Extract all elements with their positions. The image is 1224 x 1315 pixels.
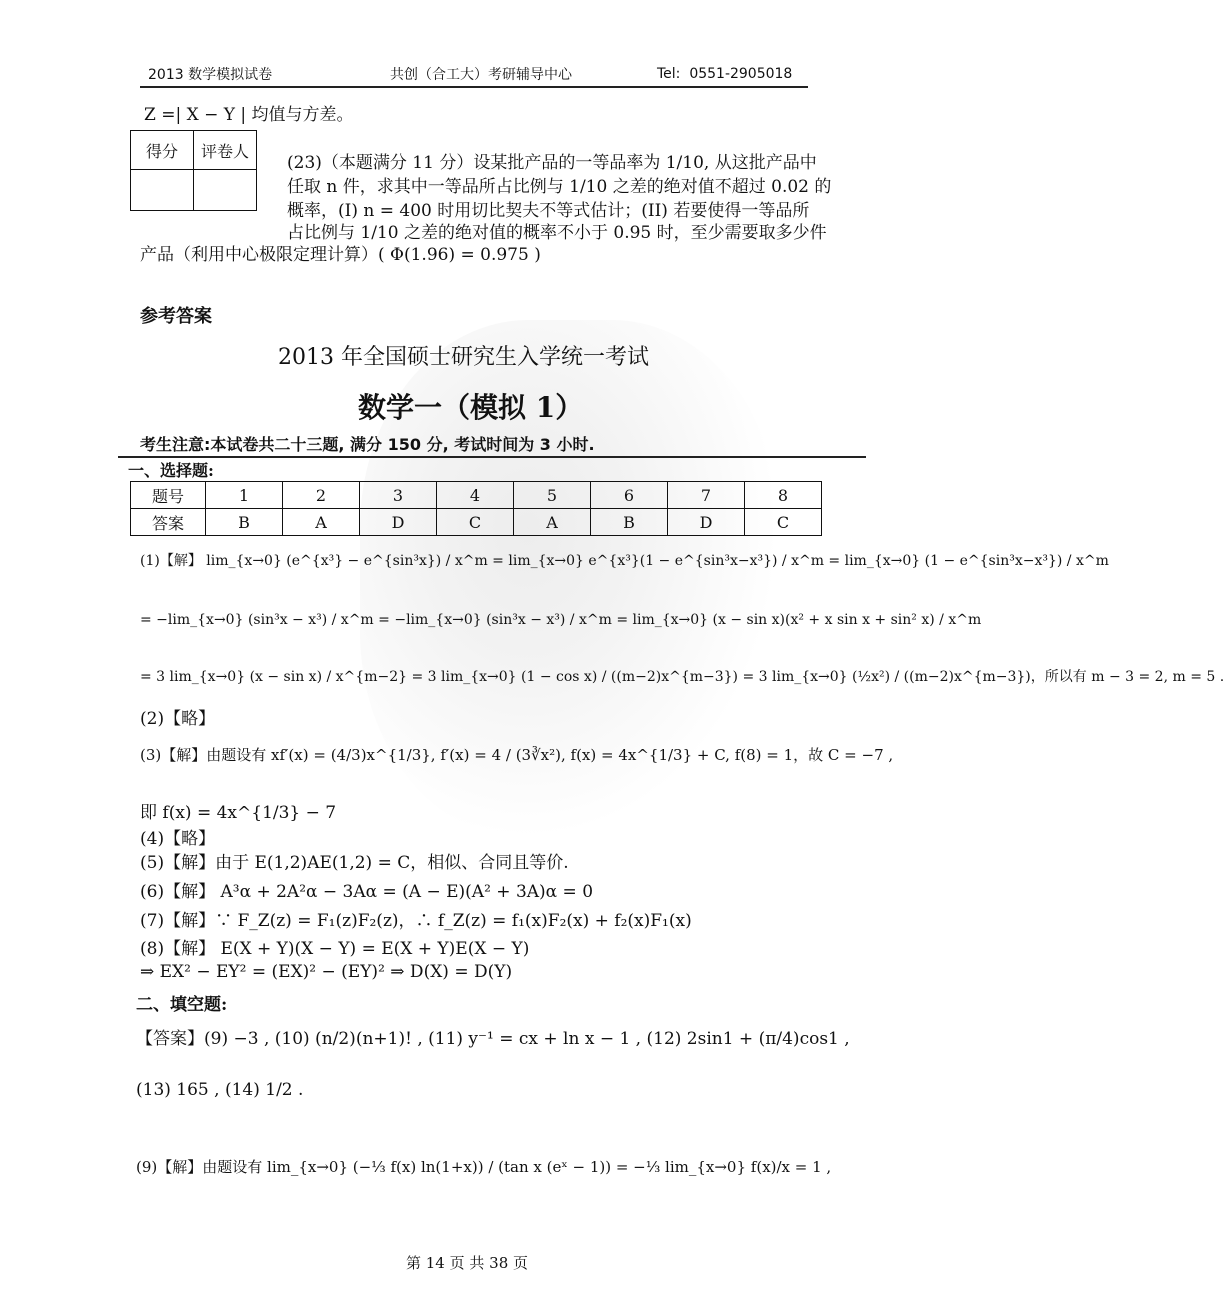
q-answer: D	[360, 509, 437, 536]
answer-table-row-answers	[131, 509, 822, 536]
q-answer: A	[514, 509, 591, 536]
top-line: Z =| X − Y | 均值与方差。	[144, 105, 354, 125]
solution-3-result: 即 f(x) = 4x^{1/3} − 7	[140, 803, 337, 823]
answer-table-row-numbers	[131, 482, 822, 509]
notice-rule	[118, 456, 866, 458]
q-answer: A	[283, 509, 360, 536]
section-fill: 二、填空题:	[136, 995, 228, 1015]
grader-cell	[194, 170, 257, 211]
solution-1-line-1: (1)【解】 lim_{x→0} (e^{x³} − e^{sin³x}) / x^m = lim_{x→0} e^{x³}(1 − e^{sin³x−x³}) / x^m = lim_{x→0} (1 − e^{sin³x−x³}) / x^m	[140, 553, 1109, 569]
exam-title: 2013 年全国硕士研究生入学统一考试	[278, 345, 649, 370]
solution-4: (4)【略】	[140, 829, 216, 849]
score-cell	[131, 170, 194, 211]
section-choice: 一、选择题:	[128, 461, 214, 480]
row-label-answer: 答案	[131, 509, 206, 536]
solution-9: (9)【解】由题设有 lim_{x→0} (−⅓ f(x) ln(1+x)) / (tan x (eˣ − 1)) = −⅓ lim_{x→0} f(x)/x = 1 ,	[136, 1158, 832, 1176]
q-answer: D	[668, 509, 745, 536]
solution-2: (2)【略】	[140, 709, 216, 729]
score-table	[130, 130, 257, 211]
q-number: 1	[206, 482, 283, 509]
q-number: 6	[591, 482, 668, 509]
header-rule	[140, 86, 808, 88]
q23-line-2: 任取 n 件，求其中一等品所占比例与 1/10 之差的绝对值不超过 0.02 的	[287, 177, 832, 197]
ref-answer-heading: 参考答案	[140, 306, 212, 327]
q23-line-3: 概率，(I) n = 400 时用切比契夫不等式估计；(II) 若要使得一等品所	[287, 201, 810, 221]
q-number: 5	[514, 482, 591, 509]
header-left: 2013 数学模拟试卷	[148, 67, 273, 83]
solution-5: (5)【解】由于 E(1,2)AE(1,2) = C，相似、合同且等价.	[140, 853, 569, 873]
grader-label: 评卷人	[194, 131, 257, 170]
row-label-number: 题号	[131, 482, 206, 509]
q-answer: B	[591, 509, 668, 536]
solution-7: (7)【解】∵ F_Z(z) = F₁(z)F₂(z)，∴ f_Z(z) = f₁(x)F₂(x) + f₂(x)F₁(x)	[140, 911, 692, 931]
solution-8-result: ⇒ EX² − EY² = (EX)² − (EY)² ⇒ D(X) = D(Y)	[140, 962, 513, 982]
solution-6: (6)【解】 A³α + 2A²α − 3Aα = (A − E)(A² + 3A)α = 0	[140, 882, 594, 902]
q23-line-4: 占比例与 1/10 之差的绝对值的概率不小于 0.95 时，至少需要取多少件	[287, 223, 827, 243]
q-answer: C	[745, 509, 822, 536]
solution-3: (3)【解】由题设有 xf′(x) = (4/3)x^{1/3}, f′(x) = 4 / (3∛x²), f(x) = 4x^{1/3} + C, f(8) = 1，故 C = −7 ,	[140, 746, 894, 764]
q-answer: B	[206, 509, 283, 536]
solution-1-line-3: = 3 lim_{x→0} (x − sin x) / x^{m−2} = 3 lim_{x→0} (1 − cos x) / ((m−2)x^{m−3}) = 3 lim_{x→0} (½x²) / ((m−2)x^{m−3})，所以有 m − 3 = 2, m = 5 .	[140, 669, 1224, 685]
q-number: 2	[283, 482, 360, 509]
page-footer: 第 14 页 共 38 页	[406, 1254, 529, 1272]
exam-notice: 考生注意:本试卷共二十三题, 满分 150 分, 考试时间为 3 小时.	[140, 435, 595, 454]
answer-table	[130, 481, 822, 536]
fill-answers-line-2: (13) 165 , (14) 1/2 .	[136, 1080, 304, 1100]
q23-line-5: 产品（利用中心极限定理计算）( Φ(1.96) = 0.975 )	[140, 245, 541, 265]
fill-answers-line-1: 【答案】(9) −3 , (10) (n/2)(n+1)! , (11) y⁻¹ = cx + ln x − 1 , (12) 2sin1 + (π/4)cos1 ,	[136, 1029, 850, 1049]
solution-1-line-2: = −lim_{x→0} (sin³x − x³) / x^m = −lim_{x→0} (sin³x − x³) / x^m = lim_{x→0} (x − sin x)(x² + x sin x + sin² x) / x^m	[140, 612, 982, 628]
exam-subtitle: 数学一（模拟 1）	[358, 391, 584, 424]
q-number: 4	[437, 482, 514, 509]
header-center: 共创（合工大）考研辅导中心	[390, 67, 572, 83]
header-phone: Tel: 0551-2905018	[657, 66, 793, 82]
q23-line-1: (23)（本题满分 11 分）设某批产品的一等品率为 1/10, 从这批产品中	[287, 153, 817, 173]
q-number: 7	[668, 482, 745, 509]
solution-8: (8)【解】 E(X + Y)(X − Y) = E(X + Y)E(X − Y)	[140, 939, 530, 959]
q-answer: C	[437, 509, 514, 536]
q-number: 3	[360, 482, 437, 509]
q-number: 8	[745, 482, 822, 509]
score-label: 得分	[131, 131, 194, 170]
